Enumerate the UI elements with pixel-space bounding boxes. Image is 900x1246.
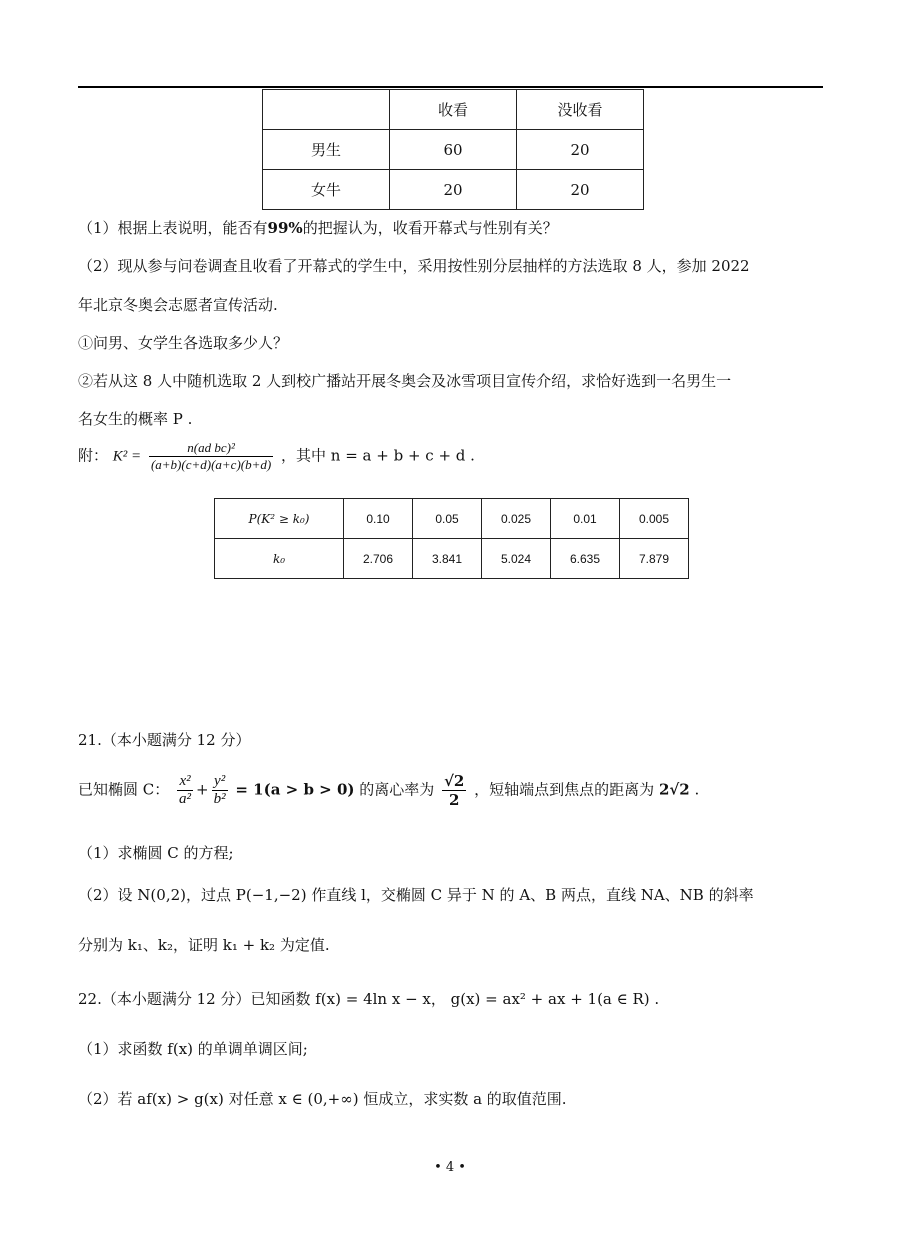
table-cell: 0.01	[551, 499, 620, 539]
q20-part2-line2: 年北京冬奥会志愿者宣传活动.	[78, 296, 278, 314]
table-header-cell: 收看	[390, 90, 517, 130]
header-rule	[78, 86, 823, 88]
table-header-row	[263, 90, 644, 130]
table-cell: 3.841	[413, 539, 482, 579]
table-row	[215, 539, 689, 579]
formula-numerator: n(ad bc)²	[149, 440, 273, 457]
appendix-label: 附：	[78, 446, 109, 465]
q20-part2-line1: （2）现从参与问卷调查且收看了开幕式的学生中，采用按性别分层抽样的方法选取 8 人，参加 2022	[78, 257, 750, 275]
q21-part2-line2: 分别为 k₁、k₂，证明 k₁ + k₂ 为定值.	[78, 936, 330, 954]
table-cell: 0.005	[620, 499, 689, 539]
table-cell: 20	[517, 170, 644, 210]
q21-part1: （1）求椭圆 C 的方程;	[78, 844, 234, 862]
fraction-y	[212, 773, 228, 808]
table-cell: 0.05	[413, 499, 482, 539]
row-label: k₀	[215, 539, 344, 579]
formula-where: ，其中 n = a + b + c + d .	[281, 446, 475, 465]
q20-sub2-line2: 名女生的概率 P .	[78, 410, 193, 428]
eccentricity-fraction	[442, 772, 466, 809]
distance-value: 2√2	[658, 780, 690, 799]
row-label: 女牛	[263, 170, 390, 210]
row-label: P(K² ≥ k₀)	[215, 499, 344, 539]
table-row	[263, 170, 644, 210]
numerator: x²	[177, 773, 193, 791]
appendix-formula	[78, 440, 475, 473]
survey-table	[262, 89, 644, 210]
fraction-x	[177, 773, 193, 808]
q21-part2-line1: （2）设 N(0,2)，过点 P(−1,−2) 作直线 l，交椭圆 C 异于 N 的 A、B 两点，直线 NA、NB 的斜率	[78, 886, 754, 904]
q20-sub1: ①问男、女学生各选取多少人？	[78, 334, 289, 352]
q22-part1: （1）求函数 f(x) 的单调单调区间;	[78, 1040, 308, 1058]
q20-part1-text: （1）根据上表说明，能否有	[78, 219, 268, 237]
table-header-cell: 没收看	[517, 90, 644, 130]
numerator: √2	[444, 772, 465, 790]
table-cell: 6.635	[551, 539, 620, 579]
q20-part1-text: 的把握认为，收看开幕式与性别有关？	[302, 219, 558, 237]
table-cell: 20	[390, 170, 517, 210]
table-cell: 7.879	[620, 539, 689, 579]
row-label: 男生	[263, 130, 390, 170]
q20-part1-bold: 99%	[267, 219, 303, 237]
eccentricity-text: 的离心率为	[359, 780, 435, 799]
distance-text: ，短轴端点到焦点的距离为	[474, 780, 655, 799]
table-header-cell	[263, 90, 390, 130]
formula-denominator: (a+b)(c+d)(a+c)(b+d)	[150, 457, 272, 472]
numerator: y²	[212, 773, 228, 791]
q20-sub2-line1: ②若从这 8 人中随机选取 2 人到校广播站开展冬奥会及冰雪项目宣传介绍，求恰好选到一名男生一	[78, 372, 732, 390]
table-cell: 20	[517, 130, 644, 170]
table-cell: 0.10	[344, 499, 413, 539]
critical-value-table	[214, 498, 689, 579]
table-cell: 2.706	[344, 539, 413, 579]
q21-stem: 已知椭圆 C： $\frac{\text{x²}}{\text{a²}}$ + $\frac{\text{y²}}{\text{b²}}$ = 1(a > b > 0) 的离心率为 $\frac{√2}{2}$ ，短轴端点到焦点的距离为 2√2 .	[78, 772, 700, 809]
equation-rhs: = 1(a > b > 0)	[235, 780, 355, 799]
table-cell: 60	[390, 130, 517, 170]
q20-part1	[78, 217, 558, 238]
q21-stem-prefix: 已知椭圆 C：	[78, 780, 170, 799]
table-cell: 0.025	[482, 499, 551, 539]
formula-fraction	[149, 440, 273, 473]
table-row	[263, 130, 644, 170]
q22-title: 22.（本小题满分 12 分）已知函数 f(x) = 4ln x − x， g(x) = ax² + ax + 1(a ∈ R) .	[78, 990, 660, 1008]
formula-lhs: K² =	[112, 448, 142, 465]
table-row	[215, 499, 689, 539]
page-number: • 4 •	[434, 1160, 466, 1175]
denominator: a²	[179, 791, 192, 807]
denominator: 2	[448, 791, 460, 809]
denominator: b²	[213, 791, 226, 807]
table-cell: 5.024	[482, 539, 551, 579]
q22-part2: （2）若 af(x) > g(x) 对任意 x ∈ (0,+∞) 恒成立，求实数 a 的取值范围.	[78, 1090, 567, 1108]
q21-title: 21.（本小题满分 12 分）	[78, 731, 251, 749]
